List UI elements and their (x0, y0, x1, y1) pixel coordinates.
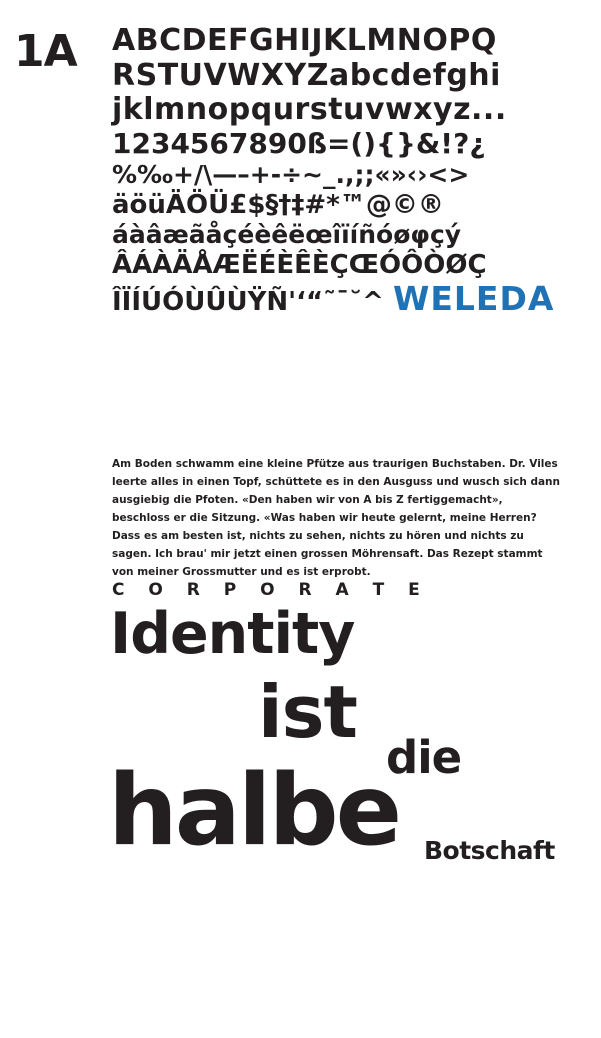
glyph-line-accents-lowercase: áàâæãåçéèêëœîïíñóøφçý (112, 220, 462, 250)
display-line-corporate: C O R P O R A T E (112, 580, 429, 600)
glyph-line-lowercase: jklmnopqurstuvwxyz... (112, 92, 507, 128)
display-line-ist: ist (258, 670, 357, 754)
display-line-die: die (386, 731, 462, 784)
brand-logo-weleda: WELEDA (392, 279, 555, 319)
sample-paragraph: Am Boden schwamm eine kleine Pfütze aus traurigen Buchstaben. Dr. Viles leerte alles in einen Topf, schüttete es in den Ausguss und wusch sich dann ausgiebig die Pfoten. «Den haben wir von A bis Z fertiggemacht», beschloss er die Sitzung. «Was haben wir heute gelernt, meine Herren? Dass es am besten ist, nichts zu sehen, nichts zu hören und nichts zu sagen. Ich brau' mir jetzt einen grossen Möhrensaft. Das Rezept stammt von meiner Grossmutter und es ist erprobt. (112, 458, 560, 579)
glyph-line-numerals: 1234567890ß=(){}&!?¿ (112, 126, 486, 160)
glyph-line-symbols: %‰+/\—–+-÷~_.,;;«»‹›<> (112, 160, 470, 190)
glyph-line-diacritics: ÎÏÍÚÓÙÛÙŸÑ'‘“˜¯˘^ (112, 287, 384, 318)
display-line-identity: Identity (110, 601, 355, 667)
display-line-botschaft: Botschaft (424, 836, 555, 865)
glyph-line-accents-uppercase: ÂÁÀÄÅÆËÉÈÊÈÇŒÓÔÒØÇ (112, 249, 487, 280)
display-line-halbe: halbe (108, 754, 400, 868)
glyph-line-currency: äöüÄÖÜ£$§†‡#*™@©® (112, 189, 444, 220)
glyph-line-uppercase-2: RSTUVWXYZabcdefghi (112, 57, 501, 93)
specimen-number: 1A (14, 26, 77, 77)
glyph-line-uppercase-1: ABCDEFGHIJKLMNOPQ (112, 23, 497, 58)
